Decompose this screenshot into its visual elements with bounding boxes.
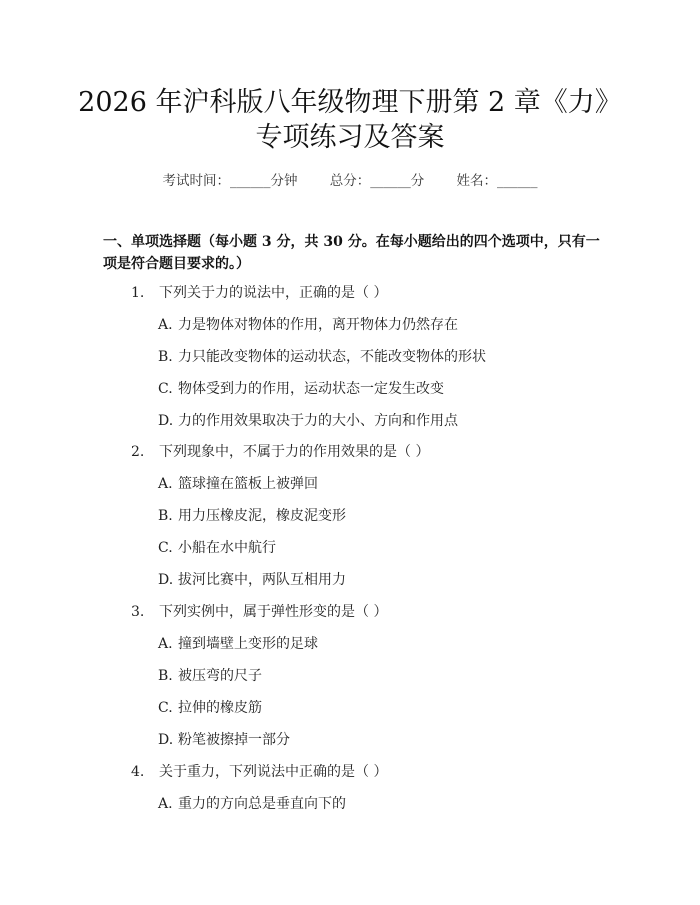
option-letter: A. [158,796,173,812]
option-letter: C. [158,540,173,556]
doc-title-line2: 专项练习及答案 [255,122,445,153]
option-letter: A. [158,317,173,333]
option-text: 物体受到力的作用，运动状态一定发生改变 [178,381,444,397]
option-letter: A. [158,636,173,652]
option-text: 用力压橡皮泥，橡皮泥变形 [178,508,346,524]
option-text: 力是物体对物体的作用，离开物体力仍然存在 [178,317,458,333]
question-text: 下列关于力的说法中，正确的是（ ） [159,285,388,301]
option-letter: B. [158,508,173,524]
question-option [158,505,346,525]
question-option [158,314,458,334]
option-text: 拉伸的橡皮筋 [178,700,262,716]
option-letter: B. [158,668,173,684]
question-option [158,473,318,493]
section-heading: 一、单项选择题（每小题 3 分，共 30 分。在每小题给出的四个选项中，只有一项是符合题目要求的。） [103,234,600,272]
exam-meta [0,169,700,189]
doc-title-line1: 2026 年沪科版八年级物理下册第 2 章《力》 [78,87,622,118]
question-text: 下列现象中，不属于力的作用效果的是（ ） [159,444,430,460]
question-text: 下列实例中，属于弹性形变的是（ ） [159,604,388,620]
option-letter: C. [158,381,173,397]
question-option [158,378,444,398]
question-number: 3. [131,604,145,620]
option-text: 小船在水中航行 [178,540,276,556]
option-letter: D. [158,572,174,588]
option-text: 力的作用效果取决于力的大小、方向和作用点 [178,413,458,429]
student-name: 姓名：______ [456,173,538,189]
question-number: 4. [131,764,145,780]
option-text: 篮球撞在篮板上被弹回 [178,476,318,492]
exam-time: 考试时间：______分钟 [162,173,298,189]
option-text: 粉笔被擦掉一部分 [178,732,290,748]
question-option [158,569,346,589]
option-letter: B. [158,349,173,365]
option-text: 力只能改变物体的运动状态，不能改变物体的形状 [178,349,486,365]
question-option [158,346,486,366]
option-text: 拔河比赛中，两队互相用力 [178,572,346,588]
exam-score: 总分：______分 [329,173,425,189]
question-option [158,793,346,813]
option-letter: A. [158,476,173,492]
question [131,441,429,461]
option-text: 被压弯的尺子 [178,668,262,684]
question-option [158,537,276,557]
question [131,761,387,781]
question [131,601,387,621]
question-number: 1. [131,285,145,301]
question-option [158,410,458,430]
option-letter: D. [158,413,174,429]
question-option [158,633,318,653]
question [131,282,387,302]
question-number: 2. [131,444,145,460]
question-option [158,729,290,749]
option-letter: C. [158,700,173,716]
option-text: 撞到墙壁上变形的足球 [178,636,318,652]
question-option [158,665,262,685]
question-text: 关于重力，下列说法中正确的是（ ） [159,764,388,780]
question-option [158,697,262,717]
option-letter: D. [158,732,174,748]
option-text: 重力的方向总是垂直向下的 [178,796,346,812]
